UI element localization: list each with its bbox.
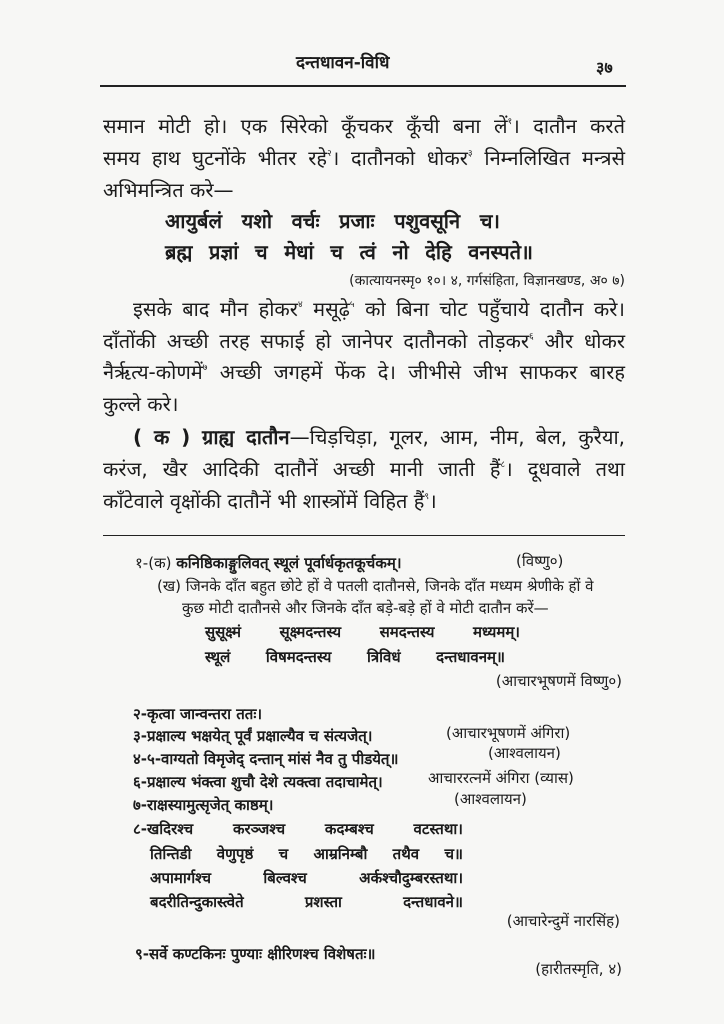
footnote-ref: ७	[202, 363, 208, 373]
body-line	[103, 328, 625, 354]
footnote-ref: ८	[500, 460, 506, 470]
footnote-ref: ९	[424, 492, 430, 502]
verse-citation: (कात्यायनस्मृ० १०। ४, गर्गसंहिता, विज्ञानखण्ड, अ० ७)	[349, 273, 625, 289]
text: और धोकर	[533, 329, 626, 353]
footnote-source: (आचारेन्दुमें नारसिंह)	[506, 912, 620, 930]
footnote-ref: ४	[297, 300, 303, 310]
footnote-label: १-(क)	[135, 554, 172, 572]
footnote-8-line: तिन्तिडी वेणुपृष्ठं च आम्रनिम्बौ तथैव च॥	[150, 845, 463, 863]
body-line	[133, 296, 625, 322]
section-heading: ( क ) ग्राह्य दातौन	[133, 425, 290, 449]
header-rule	[100, 85, 626, 87]
footnote-source: आचाररत्नमें अंगिरा (व्यास)	[428, 769, 574, 787]
footnote-verse-line: सुसूक्ष्मं सूक्ष्मदन्तस्य समदन्तस्य मध्यमम्।	[205, 623, 520, 641]
footnote-2: २-कृत्वा जान्वन्तरा ततः।	[133, 705, 263, 723]
footnote-source: (आचारभूषणमें अंगिरा)	[446, 724, 571, 742]
text: समान मोटी हो। एक सिरेको कूँचकर कूँची बना लें	[103, 114, 508, 138]
verse-line: आयुर्बलं यशो वर्चः प्रजाः पशुवसूनि च।	[165, 209, 500, 233]
footnote-3: ३-प्रक्षाल्य भक्षयेत् पूर्वं प्रक्षाल्यैव च संत्यजेत्।	[133, 727, 373, 745]
body-line	[133, 424, 625, 450]
text: । दातौनको धोकर	[331, 146, 468, 170]
page-number: ३७	[596, 58, 613, 77]
text: । दातौन करते	[512, 114, 625, 138]
body-line	[103, 359, 625, 385]
body-line: अभिमन्त्रित करे—	[103, 178, 234, 202]
text: मसूढ़े	[302, 297, 350, 321]
footnote-source: (आचारभूषणमें विष्णु०)	[495, 672, 622, 690]
footnote-8-line: अपामार्गश्च बिल्वश्च अर्कश्चौदुम्बरस्तथा।	[150, 869, 463, 887]
text: —चिड़चिड़ा, गूलर, आम, नीम, बेल, कुरैया,	[289, 425, 625, 449]
footnote-8-line: ८-खदिरश्च करञ्जश्च कदम्बश्च वटस्तथा।	[133, 820, 463, 838]
body-line	[103, 145, 625, 171]
footnote-ref: २	[327, 149, 332, 159]
body-line: कुल्ले करे।	[103, 392, 179, 416]
text: निम्नलिखित मन्त्रसे	[472, 146, 625, 170]
footnote-1	[135, 553, 402, 573]
text: इसके बाद मौन होकर	[133, 297, 298, 321]
footnote-4-5: ४-५-वाग्यतो विमृजेद् दन्तान् मांसं नैव तु पीडयेत्॥	[133, 750, 399, 768]
footnote-source: (विष्णु०)	[516, 552, 564, 570]
footnote-text: कनिष्ठिकाङ्गुलिवत् स्थूलं पूर्वार्धकृतकूर्चकम्।	[176, 554, 402, 572]
text: को बिना चोट पहुँचाये दातौन करे।	[354, 297, 625, 321]
footnote-source: (आश्वलायन)	[454, 790, 527, 808]
footnote-6: ६-प्रक्षाल्य भंक्त्वा शुचौ देशे त्यक्त्वा तदाचामेत्।	[133, 773, 383, 791]
text: समय हाथ घुटनोंके भीतर रहे	[103, 146, 327, 170]
footnote-8-line: बदरीतिन्दुकास्त्वेते प्रशस्ता दन्तधावने॥	[150, 893, 463, 911]
footnote-1-kh-cont: कुछ मोटी दातौनसे और जिनके दाँत बड़े-बड़े हों वे मोटी दातौन करें—	[182, 599, 549, 617]
footnote-source: (हारीतस्मृति, ४)	[535, 960, 622, 978]
text: ।	[429, 489, 437, 513]
text: नैर्ऋत्य-कोणमें	[103, 360, 203, 384]
text: अच्छी जगहमें फेंक दे। जीभीसे जीभ साफकर बारह	[207, 360, 625, 384]
text: । दूधवाले तथा	[505, 457, 625, 481]
footnote-1-kh: (ख) जिनके दाँत बहुत छोटे हों वे पतली दातौनसे, जिनके दाँत मध्यम श्रेणीके हों वे	[157, 577, 594, 595]
running-header-title: दन्तधावन-विधि	[296, 53, 390, 73]
verse-line: ब्रह्म प्रज्ञां च मेधां च त्वं नो देहि वनस्पते॥	[165, 240, 533, 264]
footnote-source: (आश्वलायन)	[488, 744, 561, 762]
footnote-9: ९-सर्वे कण्टकिनः पुण्याः क्षीरिणश्च विशेषतः॥	[135, 945, 376, 963]
text: करंज, खैर आदिकी दातौनें अच्छी मानी जाती हैं	[103, 457, 501, 481]
footnote-7: ७-राक्षस्यामुत्सृजेत् काष्ठम्।	[133, 796, 274, 814]
body-line	[103, 113, 625, 139]
footnote-ref: ५	[349, 300, 355, 310]
footnote-ref: १	[507, 117, 513, 127]
text: दाँतोंकी अच्छी तरह सफाई हो जानेपर दातौनको तोड़कर	[103, 329, 529, 353]
footnote-ref: ३	[467, 149, 473, 159]
body-line	[103, 456, 625, 482]
body-line	[103, 488, 625, 514]
text: काँटेवाले वृक्षोंकी दातौनें भी शास्त्रोंमें विहित हैं	[103, 489, 425, 513]
footnote-verse-line: स्थूलं विषमदन्तस्य त्रिविधं दन्तधावनम्॥	[205, 648, 505, 666]
footnote-rule	[103, 535, 625, 536]
footnote-ref: ६	[529, 332, 534, 342]
